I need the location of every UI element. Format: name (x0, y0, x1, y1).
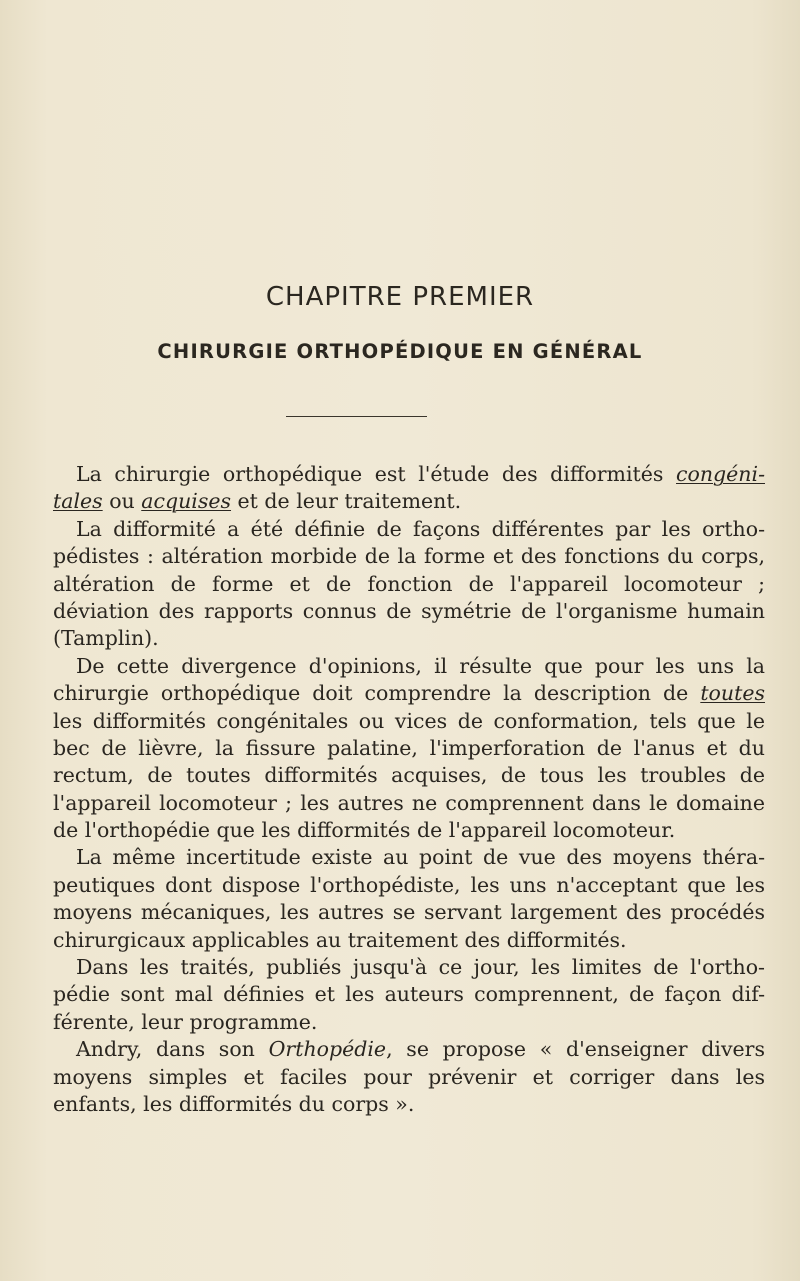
title-divider (286, 416, 427, 417)
text-line: (Tamplin). (53, 626, 159, 651)
chapter-title: CHAPITRE PREMIER (265, 282, 535, 312)
text-line: chirurgicaux applicables au traitement des difformités. (53, 927, 627, 952)
text-line: moyens mécaniques, les autres se servant largement des procédés (53, 900, 765, 925)
text-line: déviation des rapports connus de symétrie de l'organisme humain (53, 598, 765, 623)
text-line: bec de lièvre, la fissure palatine, l'imperforation de l'anus et du (53, 735, 765, 760)
text-line: l'appareil locomoteur ; les autres ne comprennent dans le domaine (53, 790, 765, 815)
body-text (53, 461, 765, 1118)
text-line: de l'orthopédie que les difformités de l'appareil locomoteur. (53, 818, 676, 843)
text-line: tales ou acquises et de leur traitement. (53, 489, 462, 514)
text-line: altération de forme et de fonction de l'appareil locomoteur ; (53, 571, 765, 596)
text-line: férente, leur programme. (53, 1009, 318, 1034)
text-line: peutiques dont dispose l'orthopédiste, les uns n'acceptant que les (53, 872, 765, 897)
section-title: CHIRURGIE ORTHOPÉDIQUE EN GÉNÉRAL (157, 340, 643, 363)
text-line: La même incertitude existe au point de vue des moyens théra- (76, 845, 765, 870)
text-line: Dans les traités, publiés jusqu'à ce jour, les limites de l'ortho- (76, 955, 765, 980)
text-line: pédistes : altération morbide de la forme et des fonctions du corps, (53, 544, 765, 569)
text-line: moyens simples et faciles pour prévenir et corriger dans les (53, 1064, 765, 1089)
text-line: enfants, les difformités du corps ». (53, 1091, 415, 1116)
text-line: Andry, dans son Orthopédie, se propose « d'enseigner divers (76, 1037, 765, 1062)
text-line: De cette divergence d'opinions, il résulte que pour les uns la (76, 653, 765, 678)
text-line: La chirurgie orthopédique est l'étude des difformités congéni- (76, 462, 765, 486)
text-line: rectum, de toutes difformités acquises, de tous les troubles de (53, 763, 765, 788)
text-line: La difformité a été définie de façons différentes par les ortho- (76, 516, 765, 541)
text-line: chirurgie orthopédique doit comprendre la description de toutes (53, 681, 765, 706)
text-line: les difformités congénitales ou vices de conformation, tels que le (53, 708, 765, 733)
text-line: pédie sont mal définies et les auteurs comprennent, de façon dif- (53, 982, 765, 1007)
